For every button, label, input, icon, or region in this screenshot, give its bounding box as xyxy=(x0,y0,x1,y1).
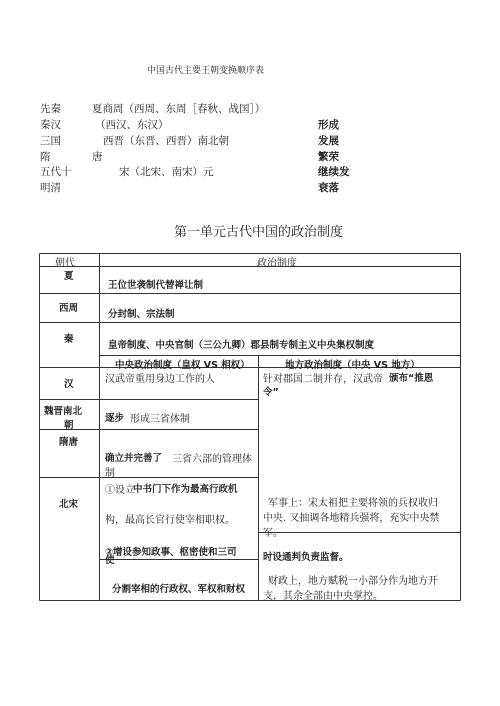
system-qin: 皇帝制度、中央官制（三公九卿）郡县制专制主义中央集权制度 xyxy=(108,340,375,351)
dynasty-weijin-b: 朝 xyxy=(64,420,74,431)
local-beisong-1: 军事上：宋太祖把主要将领的兵权收归 xyxy=(268,498,438,509)
central-beisong-1a: ①设立 xyxy=(105,485,135,496)
subheader-central: 中央政治制度（皇权 VS 相权） xyxy=(115,360,250,371)
dynasty-han: 汉 xyxy=(64,379,74,390)
era-label: 先秦 xyxy=(40,103,61,115)
era-stage: 繁荣 xyxy=(318,151,339,163)
local-beisong-5: 财政上，地方赋税一小部分作为地方开 xyxy=(268,576,438,587)
central-beisong-3: ②增设参知政事、枢密使和三司 xyxy=(105,547,237,558)
era-detail: （西汉、东汉） xyxy=(95,119,169,131)
dynasty-qin: 秦 xyxy=(64,334,74,345)
central-suitang-a: 确立并完善了 xyxy=(105,453,163,464)
era-label: 隋 xyxy=(40,151,51,163)
dynasty-xizhou: 西周 xyxy=(59,303,79,314)
local-han-a: 针对郡国二制并存，汉武帝 xyxy=(263,374,383,385)
header-dynasty: 朝代 xyxy=(55,258,75,269)
local-beisong-2: 中央. 又抽调各地精兵强将，充实中央禁 xyxy=(263,513,440,524)
political-system-table xyxy=(39,253,461,601)
era-stage: 形成 xyxy=(318,119,339,131)
dynasty-suitang: 隋唐 xyxy=(59,437,79,448)
era-stage: 继续发 xyxy=(318,166,350,178)
era-detail: 夏商周（西周、东周［春秋、战国］） xyxy=(92,103,266,115)
local-han-c: 令” xyxy=(263,387,279,398)
subheader-local: 地方政治制度（中央 VS 地方） xyxy=(285,360,420,371)
era-label: 秦汉 xyxy=(40,119,61,131)
dynasty-beisong: 北宋 xyxy=(59,499,79,510)
central-suitang-c: 制 xyxy=(105,468,115,479)
era-stage: 发展 xyxy=(318,135,339,147)
central-beisong-3b: 使 xyxy=(105,555,115,566)
local-han-b: 颁布“推恩 xyxy=(389,373,434,384)
era-label: 三国 xyxy=(40,135,61,147)
era-detail: 宋（北宋、南宋）元 xyxy=(119,166,214,178)
central-beisong-2: 构，最高长官行使宰相职权。 xyxy=(105,515,235,526)
system-xizhou: 分封制、宗法制 xyxy=(108,309,175,320)
central-beisong-4: 分割宰相的行政权、军权和财权 xyxy=(112,584,246,595)
era-detail: 西晋（东晋、西晋）南北朝 xyxy=(103,135,229,147)
local-beisong-4: 时设通判负责监督。 xyxy=(263,552,349,563)
central-weijin-b: 形成三省体制 xyxy=(130,414,190,425)
central-beisong-1b: 中书门下作为最高行政机 xyxy=(133,484,238,495)
header-system: 政治制度 xyxy=(257,258,297,269)
era-label: 五代十 xyxy=(40,166,72,178)
local-beisong-6: 支，其余全部由中央掌控。 xyxy=(263,591,383,602)
section-title: 第一单元古代中国的政治制度 xyxy=(174,225,344,240)
central-suitang-b: 三省六部的管理体 xyxy=(172,454,252,465)
doc-title: 中国古代主要王朝变换顺序表 xyxy=(147,66,265,76)
central-han: 汉武帝重用身边工作的人 xyxy=(105,374,215,385)
local-beisong-3: 军。 xyxy=(263,528,283,539)
dynasty-weijin-a: 魏晋南北 xyxy=(44,406,83,417)
central-weijin-a: 逐步 xyxy=(105,413,125,424)
system-xia: 王位世袭制代替禅让制 xyxy=(108,280,204,291)
table-grid xyxy=(39,253,461,601)
era-stage: 衰落 xyxy=(318,182,339,194)
era-detail: 唐 xyxy=(92,151,103,163)
dynasty-xia: 夏 xyxy=(64,271,74,282)
era-label: 明清 xyxy=(40,182,61,194)
